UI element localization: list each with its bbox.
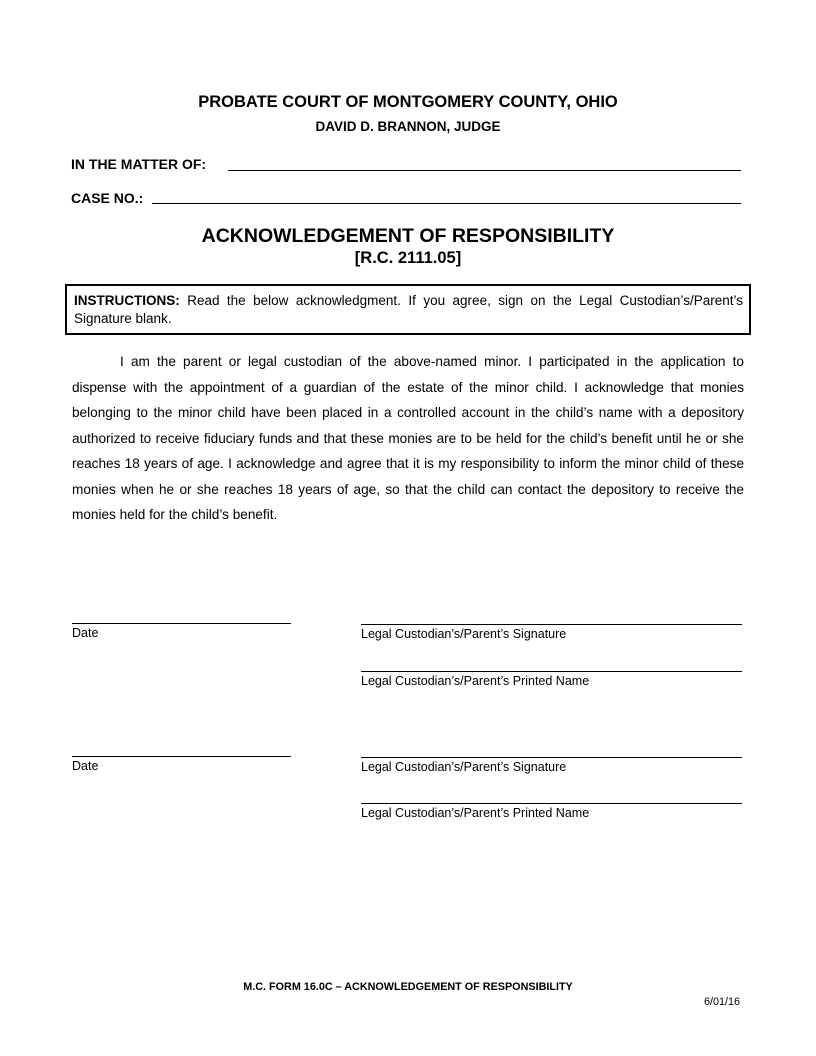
statute-reference: [R.C. 2111.05] [354, 249, 462, 267]
case-number-field[interactable] [152, 203, 741, 204]
date-label-2: Date [72, 759, 99, 773]
revision-date: 6/01/16 [703, 996, 740, 1008]
printed-name-line-1[interactable] [361, 671, 742, 672]
date-line-2[interactable] [72, 756, 291, 757]
printed-name-line-2[interactable] [361, 803, 742, 804]
signature-line-2[interactable] [361, 757, 742, 758]
date-line-1[interactable] [72, 623, 291, 624]
matter-label: IN THE MATTER OF: [71, 156, 207, 172]
instructions-text: Read the below acknowledgment. If you agree, sign on the Legal Custodian’s/Parent’s Signature blank. [74, 293, 743, 326]
instructions-lead: INSTRUCTIONS: [74, 293, 180, 308]
signature-label-1: Legal Custodian’s/Parent’s Signature [361, 627, 567, 641]
signature-label-2: Legal Custodian’s/Parent’s Signature [361, 760, 567, 774]
printed-name-label-1: Legal Custodian’s/Parent’s Printed Name [361, 674, 590, 688]
judge-name: DAVID D. BRANNON, JUDGE [315, 119, 501, 134]
acknowledgement-body [72, 349, 744, 528]
printed-name-label-2: Legal Custodian’s/Parent’s Printed Name [361, 806, 590, 820]
acknowledgement-paragraph: I am the parent or legal custodian of the above-named minor. I participated in the application to dispense with the appointment of a guardian of the estate of the minor child. I acknowledge that monies belonging to the minor child have been placed in a controlled account in the child’s name with a depository authorized to receive fiduciary funds and that these monies are to be held for the child’s benefit until he or she reaches 18 years of age. I acknowledge and agree that it is my responsibility to inform the minor child of these monies when he or she reaches 18 years of age, so that the child can contact the depository to receive the monies held for the child’s benefit. [72, 354, 744, 522]
signature-line-1[interactable] [361, 624, 742, 625]
matter-field[interactable] [228, 170, 741, 171]
form-title: ACKNOWLEDGEMENT OF RESPONSIBILITY [201, 225, 615, 247]
instructions-box [65, 284, 751, 335]
case-number-label: CASE NO.: [71, 190, 144, 206]
date-label-1: Date [72, 626, 99, 640]
form-footer: M.C. FORM 16.0C – ACKNOWLEDGEMENT OF RESPONSIBILITY [243, 981, 573, 993]
court-name: PROBATE COURT OF MONTGOMERY COUNTY, OHIO [198, 93, 618, 111]
